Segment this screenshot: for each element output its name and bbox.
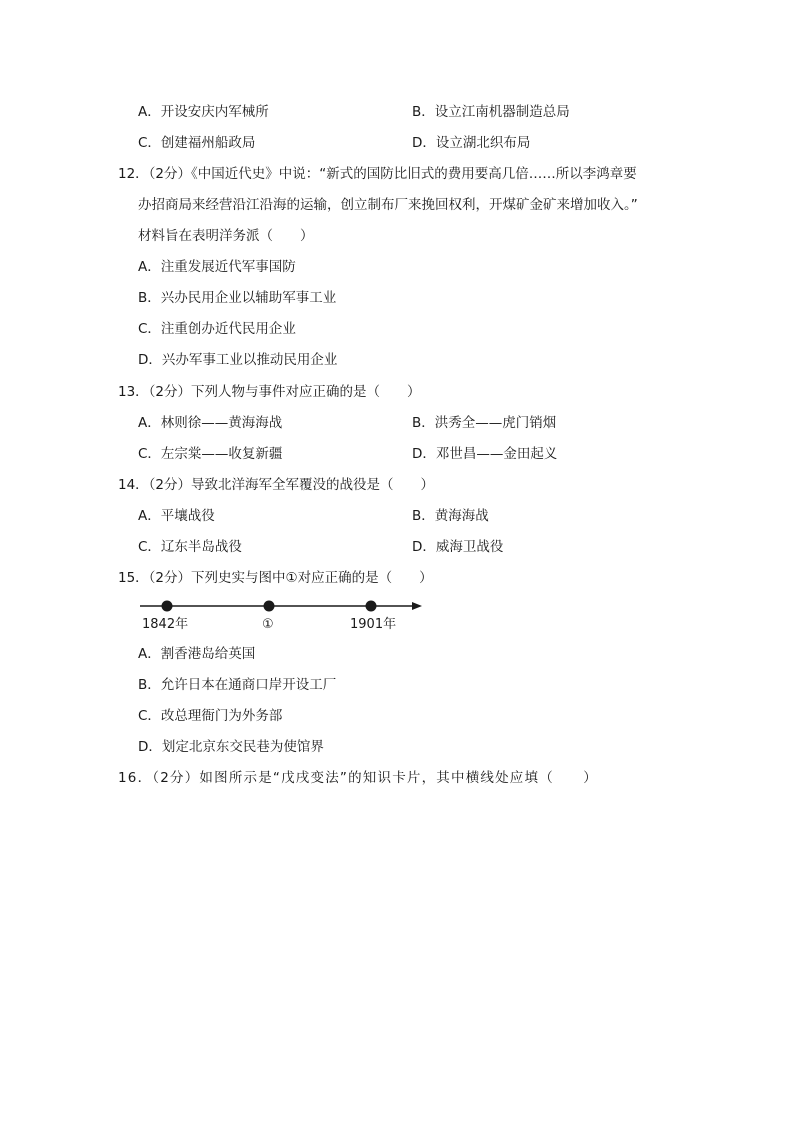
q16-stem: 16．（2分）如图所示是“戊戌变法”的知识卡片，其中横线处应填（ ） [118, 770, 599, 786]
q14-stem: 14．（2分）导致北洋海军全军覆没的战役是（ ） [118, 477, 435, 493]
q12-stem-line-1: 12．（2分）《中国近代史》中说：“新式的国防比旧式的费用要高几倍……所以李鸿章要 [118, 166, 637, 182]
q13-stem: 13．（2分）下列人物与事件对应正确的是（ ） [118, 384, 421, 400]
q12-option-b[interactable]: B．兴办民用企业以辅助军事工业 [138, 290, 337, 306]
q12-option-a[interactable]: A．注重发展近代军事国防 [138, 259, 296, 275]
timeline-label-1901: 1901年 [350, 617, 397, 632]
q11-option-c[interactable]: C．创建福州船政局 [138, 135, 256, 151]
q15-stem: 15．（2分）下列史实与图中①对应正确的是（ ） [118, 570, 433, 586]
q11-option-a[interactable]: A．开设安庆内军械所 [138, 104, 269, 120]
q13-option-c[interactable]: C．左宗棠——收复新疆 [138, 446, 283, 462]
q13-option-b[interactable]: B．洪秀全——虎门销烟 [412, 415, 557, 431]
q14-option-d[interactable]: D．威海卫战役 [412, 539, 504, 555]
q15-option-c[interactable]: C．改总理衙门为外务部 [138, 708, 283, 724]
timeline-dot-1842 [162, 601, 173, 612]
q11-option-d[interactable]: D．设立湖北织布局 [412, 135, 531, 151]
q12-stem-line-2: 办招商局来经营沿江沿海的运输，创立制布厂来挽回权利，开煤矿金矿来增加收入。” [138, 197, 638, 213]
q15-option-a[interactable]: A．割香港岛给英国 [138, 646, 256, 662]
q13-option-a[interactable]: A．林则徐——黄海海战 [138, 415, 283, 431]
timeline-axis [138, 596, 438, 616]
timeline-arrow-icon [412, 602, 422, 610]
q12-option-c[interactable]: C．注重创办近代民用企业 [138, 321, 296, 337]
q14-option-b[interactable]: B．黄海海战 [412, 508, 489, 524]
q15-option-b[interactable]: B．允许日本在通商口岸开设工厂 [138, 677, 337, 693]
timeline-label-marker: ① [262, 617, 274, 632]
q14-option-c[interactable]: C．辽东半岛战役 [138, 539, 242, 555]
q11-option-b[interactable]: B．设立江南机器制造总局 [412, 104, 570, 120]
timeline-dot-marker [264, 601, 275, 612]
q14-option-a[interactable]: A．平壤战役 [138, 508, 215, 524]
q12-stem-line-3: 材料旨在表明洋务派（ ） [138, 228, 314, 244]
timeline-label-1842: 1842年 [142, 617, 189, 632]
timeline-dot-1901 [366, 601, 377, 612]
q12-option-d[interactable]: D．兴办军事工业以推动民用企业 [138, 352, 338, 368]
q15-timeline [138, 596, 438, 640]
q13-option-d[interactable]: D．邓世昌——金田起义 [412, 446, 558, 462]
q15-option-d[interactable]: D．划定北京东交民巷为使馆界 [138, 739, 324, 755]
